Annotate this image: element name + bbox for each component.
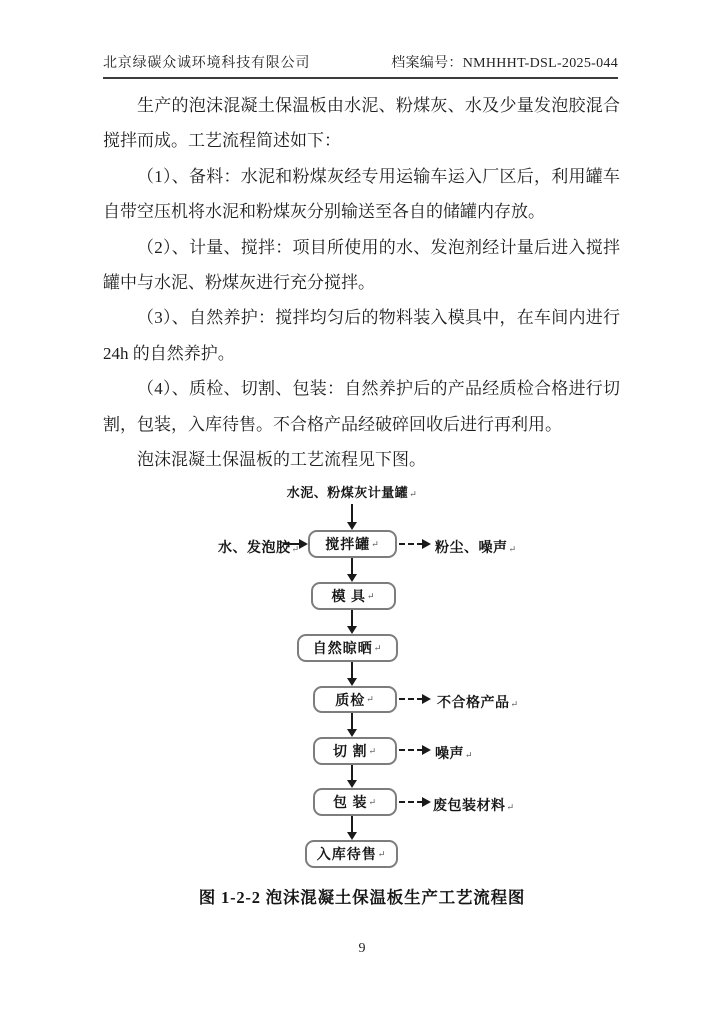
down-arrow-icon [346,504,358,530]
flowchart-box-mixing-tank: 搅拌罐 ↵ [308,530,397,558]
return-mark-icon: ↵ [373,642,383,653]
down-arrow-icon [346,816,358,840]
paragraph-figure-ref: 泡沫混凝土保温板的工艺流程见下图。 [137,450,426,470]
flowchart-input-left: 水、发泡胶↵ [218,541,300,556]
page-number: 9 [358,941,366,956]
page-header [103,52,618,79]
process-flowchart [0,480,724,880]
flowchart-box-cutting: 切 割 ↵ [313,737,397,765]
flowchart-box-warehouse: 入库待售 ↵ [305,840,398,868]
flowchart-output-rejects: 不合格产品↵ [437,696,519,711]
return-mark-icon: ↵ [368,745,378,756]
return-mark-icon: ↵ [409,489,418,499]
return-mark-icon: ↵ [291,544,300,554]
paragraph-step-3: （3）、自然养护：搅拌均匀后的物料装入模具中，在车间内进行 24h 的自然养护。 [103,308,620,363]
down-arrow-icon [346,765,358,788]
return-mark-icon: ↵ [465,750,474,760]
down-arrow-icon [346,558,358,582]
header-archive-number: 档案编号：NMHHHT-DSL-2025-044 [391,56,618,71]
body-text [103,88,620,477]
flowchart-box-packaging: 包 装 ↵ [313,788,397,816]
paragraph-step-2: （2）、计量、搅拌：项目所使用的水、发泡剂经计量后进入搅拌罐中与水泥、粉煤灰进行充分搅拌。 [103,237,620,293]
flowchart-output-waste-packaging: 废包装材料↵ [433,799,515,814]
return-mark-icon: ↵ [377,848,387,859]
return-mark-icon: ↵ [366,694,375,704]
figure-caption: 图 1-2-2 泡沫混凝土保温板生产工艺流程图 [198,888,526,907]
return-mark-icon: ↵ [506,802,515,812]
return-mark-icon: ↵ [508,544,517,554]
down-arrow-icon [346,713,358,737]
flowchart-output-dust-noise: 粉尘、噪声↵ [435,541,517,556]
flowchart-box-natural-drying: 自然晾晒 ↵ [297,634,398,662]
dashed-arrow-icon [399,744,431,756]
flowchart-box-mold: 模 具 ↵ [311,582,396,610]
flowchart-input-top: 水泥、粉煤灰计量罐↵ [286,485,418,500]
right-arrow-icon [284,538,308,550]
header-company-name: 北京绿碳众诚环境科技有限公司 [103,56,311,71]
paragraph-intro: 生产的泡沫混凝土保温板由水泥、粉煤灰、水及少量发泡胶混合搅拌而成。工艺流程简述如下： [103,96,620,151]
return-mark-icon: ↵ [366,590,376,601]
return-mark-icon: ↵ [371,538,380,549]
dashed-arrow-icon [399,693,431,705]
paragraph-step-4: （4）、质检、切割、包装：自然养护后的产品经质检合格进行切割，包装，入库待售。不合格产品经破碎回收后进行再利用。 [103,379,620,434]
down-arrow-icon [346,610,358,634]
down-arrow-icon [346,662,358,686]
paragraph-step-1: （1）、备料：水泥和粉煤灰经专用运输车运入厂区后，利用罐车自带空压机将水泥和粉煤灰分别输送至各自的储罐内存放。 [103,166,620,222]
dashed-arrow-icon [399,796,431,808]
dashed-arrow-icon [399,538,431,550]
return-mark-icon: ↵ [510,699,519,709]
flowchart-box-quality-check: 质检 ↵ [313,686,397,713]
return-mark-icon: ↵ [368,796,378,807]
flowchart-output-noise: 噪声↵ [435,747,474,762]
